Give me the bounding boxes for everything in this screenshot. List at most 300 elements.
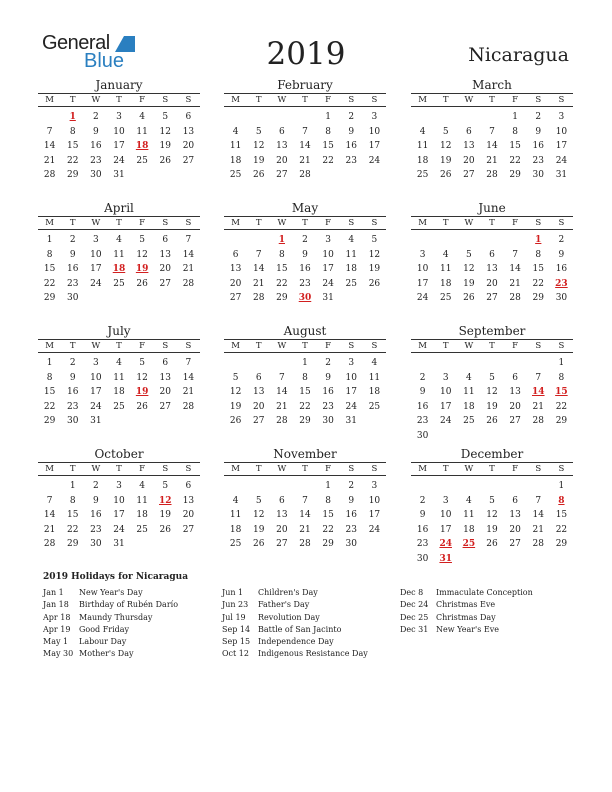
month-name: March [472, 78, 512, 92]
week-row [411, 125, 573, 140]
weekday-label: M [418, 95, 427, 105]
day-cell: 28 [182, 278, 195, 289]
day-cell [177, 168, 200, 183]
day-cell: 30 [66, 416, 79, 427]
day-cell: 7 [185, 235, 192, 245]
day-cell: 3 [371, 112, 378, 122]
day-cell: 5 [465, 249, 472, 260]
day-cell [270, 479, 293, 494]
day-cell: 16 [299, 264, 311, 275]
holiday-date: May 30 [43, 649, 74, 659]
day-cell [411, 110, 434, 125]
week-row [38, 523, 200, 538]
weekday-label: S [558, 341, 565, 351]
day-cell: 2 [325, 358, 331, 368]
day-cell: 11 [463, 510, 475, 521]
day-cell: 2 [92, 112, 99, 122]
weekday-label: F [512, 95, 519, 105]
weekday-label: T [255, 464, 262, 474]
day-cell [247, 110, 270, 125]
week-row [38, 154, 200, 169]
day-cell: 2 [419, 372, 426, 383]
day-cell: 5 [489, 372, 495, 383]
day-cell [340, 291, 363, 306]
weekday-label: S [162, 464, 169, 474]
day-cell [480, 552, 503, 567]
week-row [411, 168, 573, 183]
holiday-name: Independence Day [258, 637, 334, 647]
week-row [411, 110, 573, 125]
week-row [411, 248, 573, 263]
week-row [38, 277, 200, 292]
day-cell: 5 [255, 126, 262, 137]
day-cell: 1 [325, 112, 331, 122]
day-cell: 24 [90, 278, 102, 289]
holiday-day-cell: 8 [558, 495, 565, 506]
month-name: June [478, 201, 506, 215]
day-cell [131, 414, 154, 429]
holiday-day-cell: 12 [159, 495, 172, 506]
day-cell: 16 [416, 524, 429, 535]
day-cell [293, 110, 316, 125]
day-cell: 15 [555, 510, 568, 521]
day-cell: 5 [255, 495, 262, 506]
day-cell [504, 429, 527, 444]
day-cell: 29 [66, 539, 79, 550]
weekday-label: T [69, 341, 76, 351]
month-september [411, 325, 573, 444]
day-cell: 22 [43, 401, 56, 412]
day-cell: 3 [558, 112, 565, 122]
day-cell: 24 [113, 155, 125, 166]
weekday-label: F [325, 464, 332, 474]
day-cell: 7 [535, 495, 542, 506]
week-row [224, 110, 386, 125]
weekday-label: S [162, 95, 169, 105]
day-cell: 19 [486, 401, 498, 412]
day-cell [363, 168, 386, 183]
week-row [411, 552, 573, 567]
holiday-day-cell: 25 [462, 539, 476, 550]
day-cell: 2 [535, 112, 542, 122]
day-cell: 19 [252, 524, 265, 535]
day-cell [177, 414, 200, 429]
day-cell: 22 [322, 524, 334, 535]
week-row [38, 168, 200, 183]
weekday-header [38, 216, 200, 230]
holiday-name: Father's Day [258, 600, 310, 610]
day-cell: 24 [555, 155, 568, 166]
day-cell [457, 233, 480, 248]
day-cell: 21 [532, 524, 544, 535]
day-cell: 12 [136, 372, 148, 383]
day-cell [154, 168, 177, 183]
day-cell [504, 356, 527, 371]
weekday-header [411, 339, 573, 353]
day-cell: 14 [43, 510, 56, 521]
day-cell: 16 [90, 510, 102, 521]
day-cell [527, 356, 550, 371]
holidays-column [43, 587, 178, 661]
month-december [411, 448, 573, 567]
day-cell: 17 [368, 141, 381, 152]
month-name: April [104, 201, 134, 215]
weekday-label: M [231, 341, 240, 351]
month-may [224, 202, 386, 306]
day-cell: 13 [159, 372, 171, 383]
day-cell: 21 [532, 401, 544, 412]
week-row [411, 277, 573, 292]
holiday-day-cell: 18 [112, 264, 126, 275]
weekday-label: M [231, 464, 240, 474]
day-cell: 20 [276, 155, 288, 166]
day-cell: 4 [232, 495, 239, 506]
day-cell: 18 [113, 387, 125, 398]
day-cell: 18 [229, 524, 242, 535]
day-cell: 3 [116, 481, 122, 491]
day-cell [107, 414, 130, 429]
week-row [38, 400, 200, 415]
day-cell: 23 [299, 278, 311, 289]
day-cell: 19 [368, 264, 381, 275]
day-cell [480, 233, 503, 248]
day-cell: 25 [113, 278, 125, 289]
weekday-label: W [91, 341, 101, 351]
day-cell: 4 [232, 126, 239, 137]
weekday-label: T [302, 464, 308, 474]
weekday-label: T [116, 95, 122, 105]
month-name: February [277, 78, 333, 92]
day-cell: 30 [66, 293, 79, 304]
day-cell: 19 [463, 278, 475, 289]
day-cell [480, 479, 503, 494]
country-name: Nicaragua [468, 44, 569, 66]
day-cell: 13 [486, 264, 498, 275]
holiday-name: Indigenous Resistance Day [258, 649, 368, 659]
day-cell: 23 [345, 524, 357, 535]
holiday-day-cell: 14 [532, 387, 545, 398]
day-cell: 6 [232, 249, 239, 260]
weekday-label: T [302, 341, 308, 351]
day-cell: 30 [532, 170, 544, 181]
day-cell [434, 429, 457, 444]
day-cell: 22 [322, 155, 334, 166]
day-cell: 3 [442, 495, 449, 506]
week-row [411, 414, 573, 429]
week-row [38, 356, 200, 371]
day-cell: 25 [136, 155, 148, 166]
day-cell: 29 [276, 293, 288, 304]
day-cell: 7 [489, 126, 495, 137]
day-cell: 28 [276, 416, 288, 427]
day-cell [107, 291, 130, 306]
day-cell: 12 [252, 141, 265, 152]
week-row [224, 291, 386, 306]
day-cell: 17 [90, 264, 102, 275]
day-cell: 20 [463, 155, 475, 166]
weekday-label: W [464, 218, 474, 228]
day-cell: 23 [345, 155, 357, 166]
weekday-label: T [442, 218, 449, 228]
day-cell: 23 [90, 524, 102, 535]
day-cell: 5 [232, 372, 239, 383]
day-cell: 12 [136, 249, 148, 260]
day-cell: 8 [535, 249, 542, 260]
day-cell: 26 [368, 278, 381, 289]
weekday-label: S [535, 95, 542, 105]
holiday-name: Immaculate Conception [436, 588, 533, 597]
weekday-label: M [418, 218, 427, 228]
day-cell: 14 [182, 249, 195, 260]
day-cell [224, 356, 247, 371]
day-cell: 31 [113, 539, 125, 550]
day-cell: 27 [463, 170, 475, 181]
day-cell [293, 479, 316, 494]
weekday-label: T [489, 464, 495, 474]
weekday-label: S [185, 95, 192, 105]
week-row [224, 494, 386, 509]
day-cell: 5 [489, 495, 495, 506]
day-cell: 11 [368, 372, 381, 383]
day-cell: 14 [43, 141, 56, 152]
day-cell: 5 [442, 126, 449, 137]
day-cell: 22 [555, 401, 568, 412]
weekday-label: S [348, 218, 355, 228]
holiday-day-cell: 1 [69, 112, 76, 122]
week-row [38, 233, 200, 248]
day-cell: 1 [302, 358, 308, 368]
holiday-date: Jun 23 [222, 600, 249, 610]
day-cell: 16 [532, 141, 544, 152]
day-cell: 6 [278, 495, 285, 506]
day-cell: 9 [535, 126, 542, 137]
day-cell: 7 [46, 495, 53, 506]
weekday-label: S [371, 218, 378, 228]
day-cell: 3 [325, 235, 331, 245]
day-cell [457, 356, 480, 371]
day-cell: 8 [69, 126, 76, 137]
day-cell: 22 [66, 155, 79, 166]
day-cell: 13 [159, 249, 171, 260]
day-cell: 29 [299, 416, 311, 427]
day-cell: 25 [416, 170, 429, 181]
day-cell [550, 552, 573, 567]
day-cell: 25 [345, 278, 357, 289]
day-cell: 1 [558, 481, 565, 491]
holiday-day-cell: 1 [278, 235, 285, 245]
day-cell: 17 [368, 510, 381, 521]
day-cell: 27 [229, 293, 242, 304]
day-cell: 28 [509, 293, 521, 304]
day-cell: 24 [439, 416, 452, 427]
week-row [224, 139, 386, 154]
weekday-label: T [489, 341, 495, 351]
day-cell: 19 [159, 141, 171, 152]
day-cell [411, 479, 434, 494]
day-cell: 13 [509, 387, 521, 398]
day-cell: 10 [90, 372, 102, 383]
holiday-item [222, 648, 368, 660]
holiday-item [43, 612, 178, 624]
day-cell: 18 [345, 264, 357, 275]
day-cell: 11 [229, 510, 242, 521]
week-row [411, 356, 573, 371]
day-cell: 8 [325, 495, 331, 506]
day-cell: 27 [182, 524, 195, 535]
day-cell [38, 479, 61, 494]
day-cell: 10 [368, 495, 381, 506]
day-cell: 8 [278, 249, 285, 260]
day-cell: 24 [368, 524, 381, 535]
day-cell: 6 [185, 112, 192, 122]
month-name: September [458, 324, 526, 338]
day-cell: 28 [43, 170, 56, 181]
day-cell [363, 537, 386, 552]
day-cell: 13 [276, 141, 288, 152]
week-row [411, 233, 573, 248]
week-row [38, 291, 200, 306]
month-november [224, 448, 386, 552]
day-cell [270, 356, 293, 371]
weekday-label: F [512, 464, 519, 474]
day-cell: 14 [299, 141, 311, 152]
day-cell: 18 [463, 401, 475, 412]
day-cell: 9 [69, 249, 76, 260]
holiday-date: Sep 14 [222, 624, 251, 634]
weekday-label: M [231, 95, 240, 105]
weekday-header [411, 216, 573, 230]
holiday-date: Dec 24 [400, 600, 429, 610]
day-cell [247, 233, 270, 248]
day-cell: 17 [113, 510, 125, 521]
day-cell: 15 [43, 264, 56, 275]
day-cell [317, 168, 340, 183]
holidays-column [400, 587, 533, 636]
day-cell: 9 [92, 126, 99, 137]
day-cell: 18 [229, 155, 242, 166]
holiday-day-cell: 24 [439, 539, 452, 550]
holiday-item [43, 599, 178, 611]
weekday-label: S [162, 341, 169, 351]
month-january [38, 79, 200, 183]
weekday-label: F [139, 341, 146, 351]
day-cell: 2 [419, 495, 426, 506]
day-cell [457, 552, 480, 567]
day-cell: 20 [509, 524, 521, 535]
day-cell: 16 [90, 141, 102, 152]
day-cell: 6 [162, 235, 169, 245]
day-cell: 21 [182, 264, 195, 275]
day-cell: 31 [345, 416, 357, 427]
day-cell: 14 [252, 264, 265, 275]
day-cell: 11 [463, 387, 475, 398]
weekday-label: W [464, 464, 474, 474]
day-cell [527, 552, 550, 567]
day-cell: 14 [276, 387, 288, 398]
day-cell [504, 552, 527, 567]
day-cell: 28 [299, 539, 311, 550]
holiday-name: Mother's Day [79, 649, 134, 659]
day-cell [177, 291, 200, 306]
weekday-label: W [464, 341, 474, 351]
day-cell: 11 [416, 141, 429, 152]
day-cell: 25 [229, 539, 242, 550]
week-row [224, 371, 386, 386]
day-cell: 26 [486, 416, 498, 427]
day-cell: 3 [92, 235, 99, 245]
month-june [411, 202, 573, 306]
day-cell: 1 [46, 235, 53, 245]
week-row [411, 479, 573, 494]
holiday-item [222, 599, 368, 611]
day-cell: 2 [69, 358, 76, 368]
weekday-header [224, 216, 386, 230]
day-cell: 2 [558, 235, 565, 245]
weekday-label: S [558, 95, 565, 105]
day-cell [154, 291, 177, 306]
day-cell [363, 414, 386, 429]
day-cell [457, 110, 480, 125]
day-cell [434, 479, 457, 494]
weekday-label: T [116, 464, 122, 474]
day-cell: 17 [113, 141, 125, 152]
day-cell [247, 479, 270, 494]
day-cell: 13 [276, 510, 288, 521]
day-cell: 17 [439, 401, 452, 412]
day-cell: 26 [159, 155, 171, 166]
holidays-title: 2019 Holidays for Nicaragua [43, 572, 189, 582]
week-row [411, 262, 573, 277]
weekday-label: W [91, 95, 101, 105]
month-name: October [94, 447, 144, 461]
weekday-label: T [442, 341, 449, 351]
day-cell: 16 [66, 264, 79, 275]
day-cell: 12 [252, 510, 265, 521]
weekday-label: W [277, 464, 287, 474]
weekday-label: T [255, 341, 262, 351]
day-cell: 10 [113, 495, 125, 506]
weekday-label: M [418, 341, 427, 351]
weekday-label: F [325, 218, 332, 228]
day-cell: 23 [90, 155, 102, 166]
day-cell: 12 [229, 387, 242, 398]
week-row [411, 291, 573, 306]
day-cell: 10 [416, 264, 429, 275]
day-cell: 9 [325, 372, 331, 383]
day-cell: 22 [532, 278, 544, 289]
weekday-label: M [418, 464, 427, 474]
day-cell: 26 [136, 401, 148, 412]
holiday-name: Christmas Day [436, 612, 496, 622]
day-cell: 10 [322, 249, 334, 260]
holiday-item [400, 587, 533, 599]
day-cell: 27 [276, 170, 288, 181]
day-cell: 28 [486, 170, 498, 181]
weekday-label: M [45, 218, 54, 228]
weekday-label: T [69, 95, 76, 105]
weekday-label: F [512, 218, 519, 228]
week-row [224, 248, 386, 263]
day-cell: 22 [276, 278, 288, 289]
holiday-item [43, 587, 178, 599]
day-cell: 30 [416, 430, 429, 441]
holiday-day-cell: 19 [135, 264, 149, 275]
day-cell: 30 [345, 539, 357, 550]
holiday-date: Jul 19 [222, 612, 246, 622]
day-cell: 4 [419, 126, 426, 137]
day-cell [224, 110, 247, 125]
day-cell: 28 [532, 539, 544, 550]
